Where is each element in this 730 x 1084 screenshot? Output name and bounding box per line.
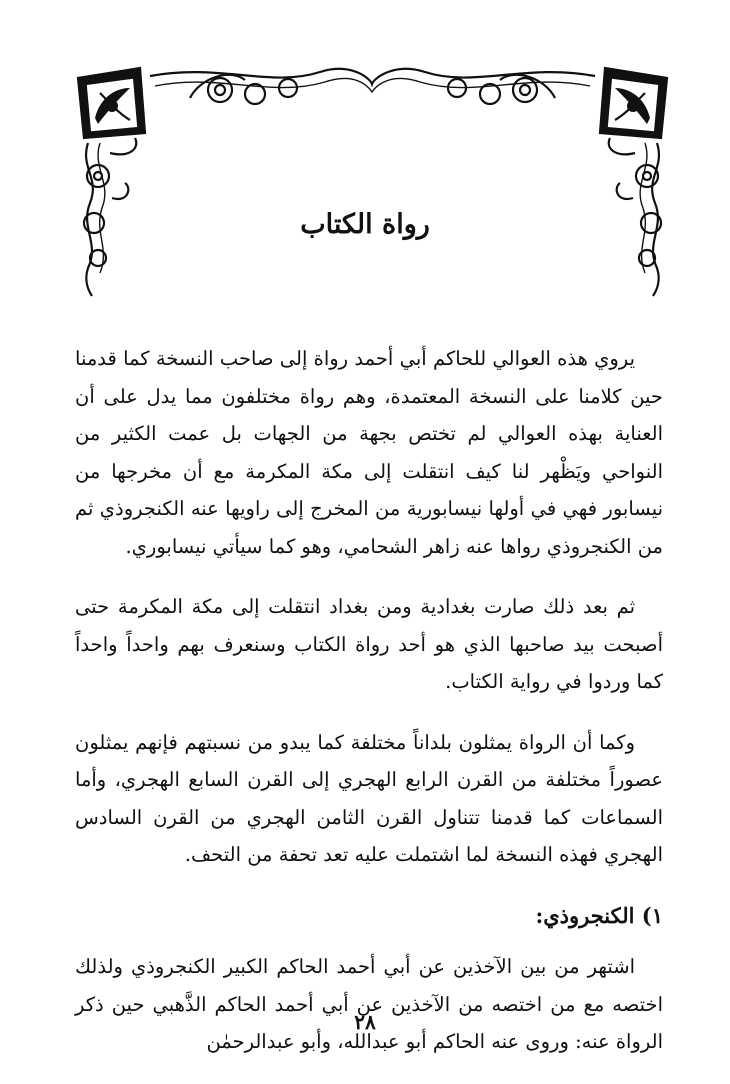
paragraph-3: وكما أن الرواة يمثلون بلداناً مختلفة كما يبدو من نسبتهم فإنهم يمثلون عصوراً مختلفة من القرن الرابع الهجري إلى القرن السابع الهجري، وأما السماعات كما قدمنا تتناول القرن الثامن الهجري من القرن السادس الهجري فهذه النسخة لما اشتملت عليه تعد تحفة من التحف. bbox=[75, 730, 663, 866]
paragraph-2: ثم بعد ذلك صارت بغدادية ومن بغداد انتقلت إلى مكة المكرمة حتى أصبحت بيد صاحبها الذي هو أحد رواة الكتاب وسنعرف بهم واحداً واحداً كما وردوا في رواية الكتاب. bbox=[75, 595, 663, 693]
page-number: ٢٨ bbox=[354, 1010, 376, 1034]
chapter-title: رواة الكتاب bbox=[300, 209, 430, 240]
decorative-frame-ornament bbox=[70, 58, 675, 298]
body-text bbox=[75, 340, 663, 1084]
section-heading: ١) الكنجروذي: bbox=[535, 902, 663, 928]
paragraph-1: يروي هذه العوالي للحاكم أبي أحمد رواة إلى صاحب النسخة كما قدمنا حين كلامنا على النسخة المعتمدة، وهم رواة مختلفون مما يدل على أن العناية بهذه العوالي لم تختص بجهة من الجهات بل عمت الكثير من النواحي ويَظْهر لنا كيف انتقلت إلى مكة المكرمة مع أن مخرجها من نيسابور فهي في أولها نيسابورية من المخرج إلى راويها عنه الكنجروذي ثم من الكنجروذي رواها عنه زاهر الشحامي، وهو كما سيأتي نيسابوري. bbox=[75, 347, 663, 558]
section-paragraph: اشتهر من بين الآخذين عن أبي أحمد الحاكم الكبير الكنجروذي ولذلك اختصه مع من اختصه من الآخذين عن أبي أحمد الحاكم الذَّهبي حين ذكر الرواة عنه: وروى عنه الحاكم أبو عبدالله، وأبو عبدالرحمٰن bbox=[75, 955, 663, 1053]
